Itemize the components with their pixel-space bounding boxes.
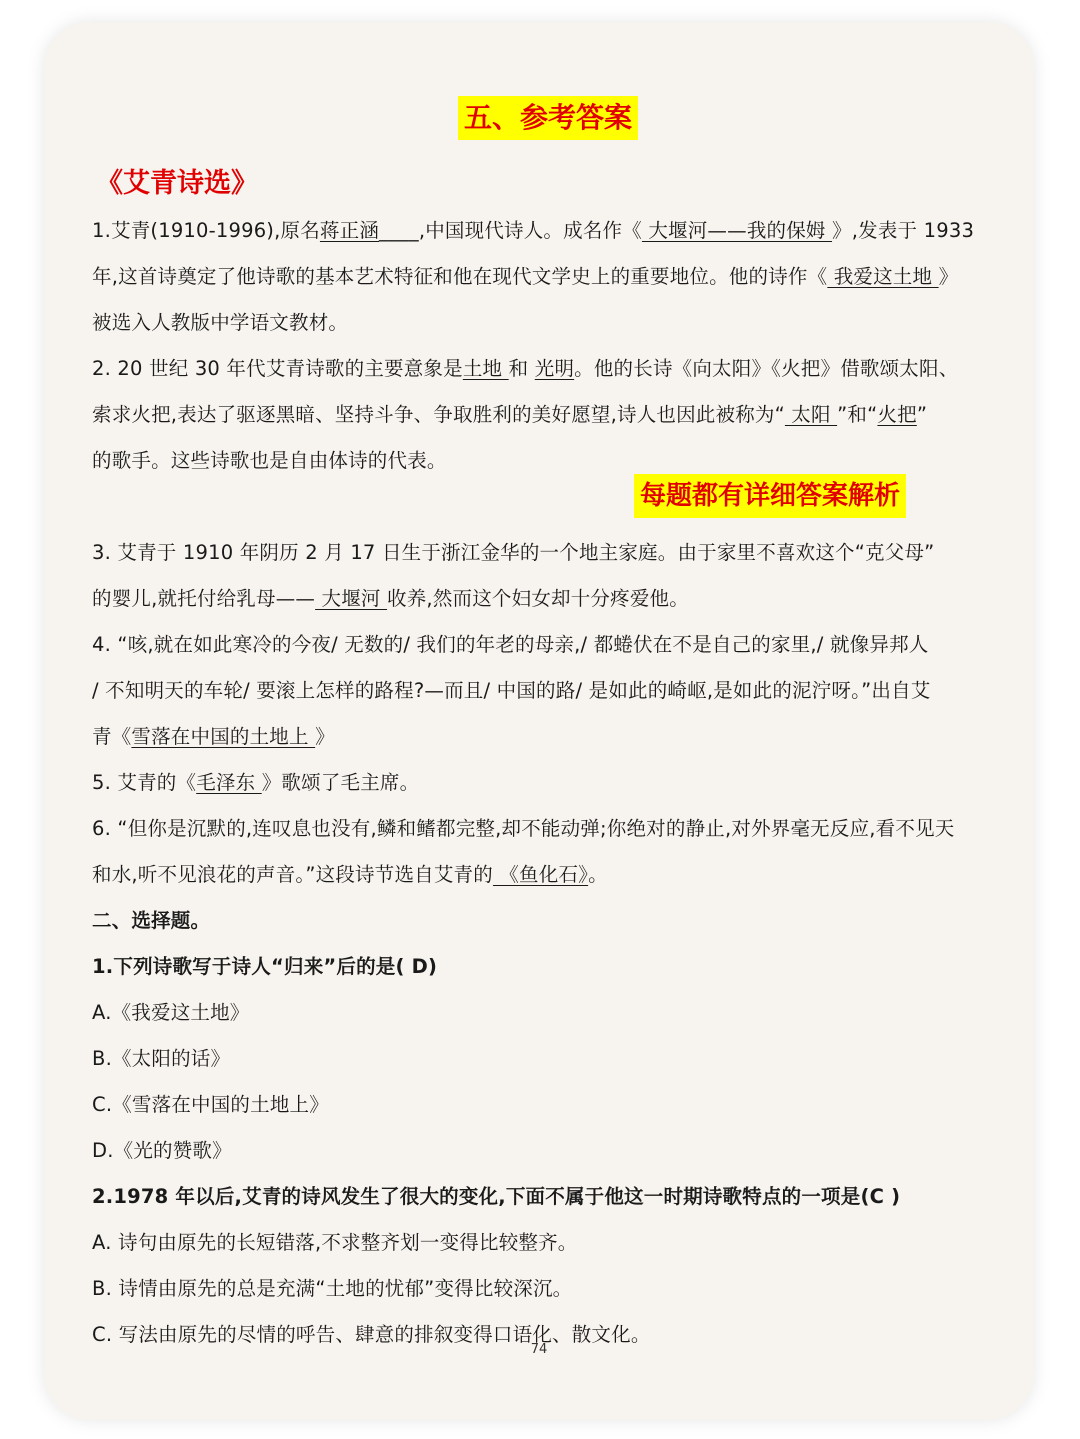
q4-line1: 4. “咳,就在如此寒冷的今夜/ 无数的/ 我们的年老的母亲,/ 都蜷伏在不是自己的家里,/ 就像异邦人	[92, 633, 929, 656]
answer-blank: 我爱这土地	[827, 265, 939, 288]
answer-note-banner: 每题都有详细答案解析	[634, 474, 906, 518]
mc2-question: 2.1978 年以后,艾青的诗风发生了很大的变化,下面不属于他这一时期诗歌特点的一项是(C )	[92, 1185, 901, 1208]
q2-line1: 2. 20 世纪 30 年代艾青诗歌的主要意象是土地 和 光明。他的长诗《向太阳》《火把》借歌颂太阳、	[92, 357, 959, 380]
q1-line3: 被选入人教版中学语文教材。	[92, 311, 349, 334]
answer-blank: 光明	[534, 357, 575, 380]
mc1-question: 1.下列诗歌写于诗人“归来”后的是( D)	[92, 955, 438, 978]
document-page	[44, 22, 1034, 1420]
answer-blank: 火把	[877, 403, 917, 426]
mc2-option-b: B. 诗情由原先的总是充满“土地的忧郁”变得比较深沉。	[92, 1277, 573, 1300]
mc2-option-a: A. 诗句由原先的长短错落,不求整齐划一变得比较整齐。	[92, 1231, 578, 1254]
answer-blank: 雪落在中国的土地上	[131, 725, 316, 748]
q5-line: 5. 艾青的《毛泽东 》歌颂了毛主席。	[92, 771, 420, 794]
q2-line2: 索求火把,表达了驱逐黑暗、坚持斗争、争取胜利的美好愿望,诗人也因此被称为“ 太阳 ”和“火把”	[92, 403, 928, 426]
answer-blank: 土地	[462, 357, 509, 380]
answer-blank: 毛泽东	[196, 771, 262, 794]
q6-line1: 6. “但你是沉默的,连叹息也没有,鳞和鳍都完整,却不能动弹;你绝对的静止,对外界毫无反应,看不见天	[92, 817, 955, 840]
q1-line1: 1.艾青(1910-1996),原名蒋正涵____,中国现代诗人。成名作《 大堰河——我的保姆 》,发表于 1933	[92, 219, 975, 242]
q4-line3: 青《雪落在中国的土地上 》	[92, 725, 335, 748]
q3-line1: 3. 艾青于 1910 年阴历 2 月 17 日生于浙江金华的一个地主家庭。由于家里不喜欢这个“克父母”	[92, 541, 935, 564]
q4-line2: / 不知明天的车轮/ 要滚上怎样的路程?—而且/ 中国的路/ 是如此的崎岖,是如此的泥泞呀。”出自艾	[92, 679, 931, 702]
q2-line3: 的歌手。这些诗歌也是自由体诗的代表。	[92, 449, 447, 472]
q6-line2: 和水,听不见浪花的声音。”这段诗节选自艾青的 《鱼化石》。	[92, 863, 608, 886]
section-heading: 二、选择题。	[92, 909, 211, 932]
mc1-option-d: D.《光的赞歌》	[92, 1139, 232, 1162]
q3-line2: 的婴儿,就托付给乳母—— 大堰河 收养,然而这个妇女却十分疼爱他。	[92, 587, 689, 610]
mc1-option-b: B.《太阳的话》	[92, 1047, 231, 1070]
q1-line2: 年,这首诗奠定了他诗歌的基本艺术特征和他在现代文学史上的重要地位。他的诗作《 我爱这土地 》	[92, 265, 959, 288]
answer-blank: 大堰河	[315, 587, 388, 610]
mc1-option-c: C.《雪落在中国的土地上》	[92, 1093, 329, 1116]
mc2-option-c: C. 写法由原先的尽情的呼告、肆意的排叙变得口语化、散文化。	[92, 1323, 651, 1346]
answer-blank: 《鱼化石》	[492, 863, 589, 886]
answer-blank: 太阳	[784, 403, 838, 426]
page-number: 74	[530, 1342, 548, 1357]
mc1-option-a: A.《我爱这土地》	[92, 1001, 250, 1024]
answer-blank: 蒋正涵	[319, 219, 380, 242]
answer-blank: 大堰河——我的保姆	[641, 219, 833, 242]
page-title: 五、参考答案	[458, 96, 638, 140]
book-title: 《艾青诗选》	[96, 168, 258, 199]
